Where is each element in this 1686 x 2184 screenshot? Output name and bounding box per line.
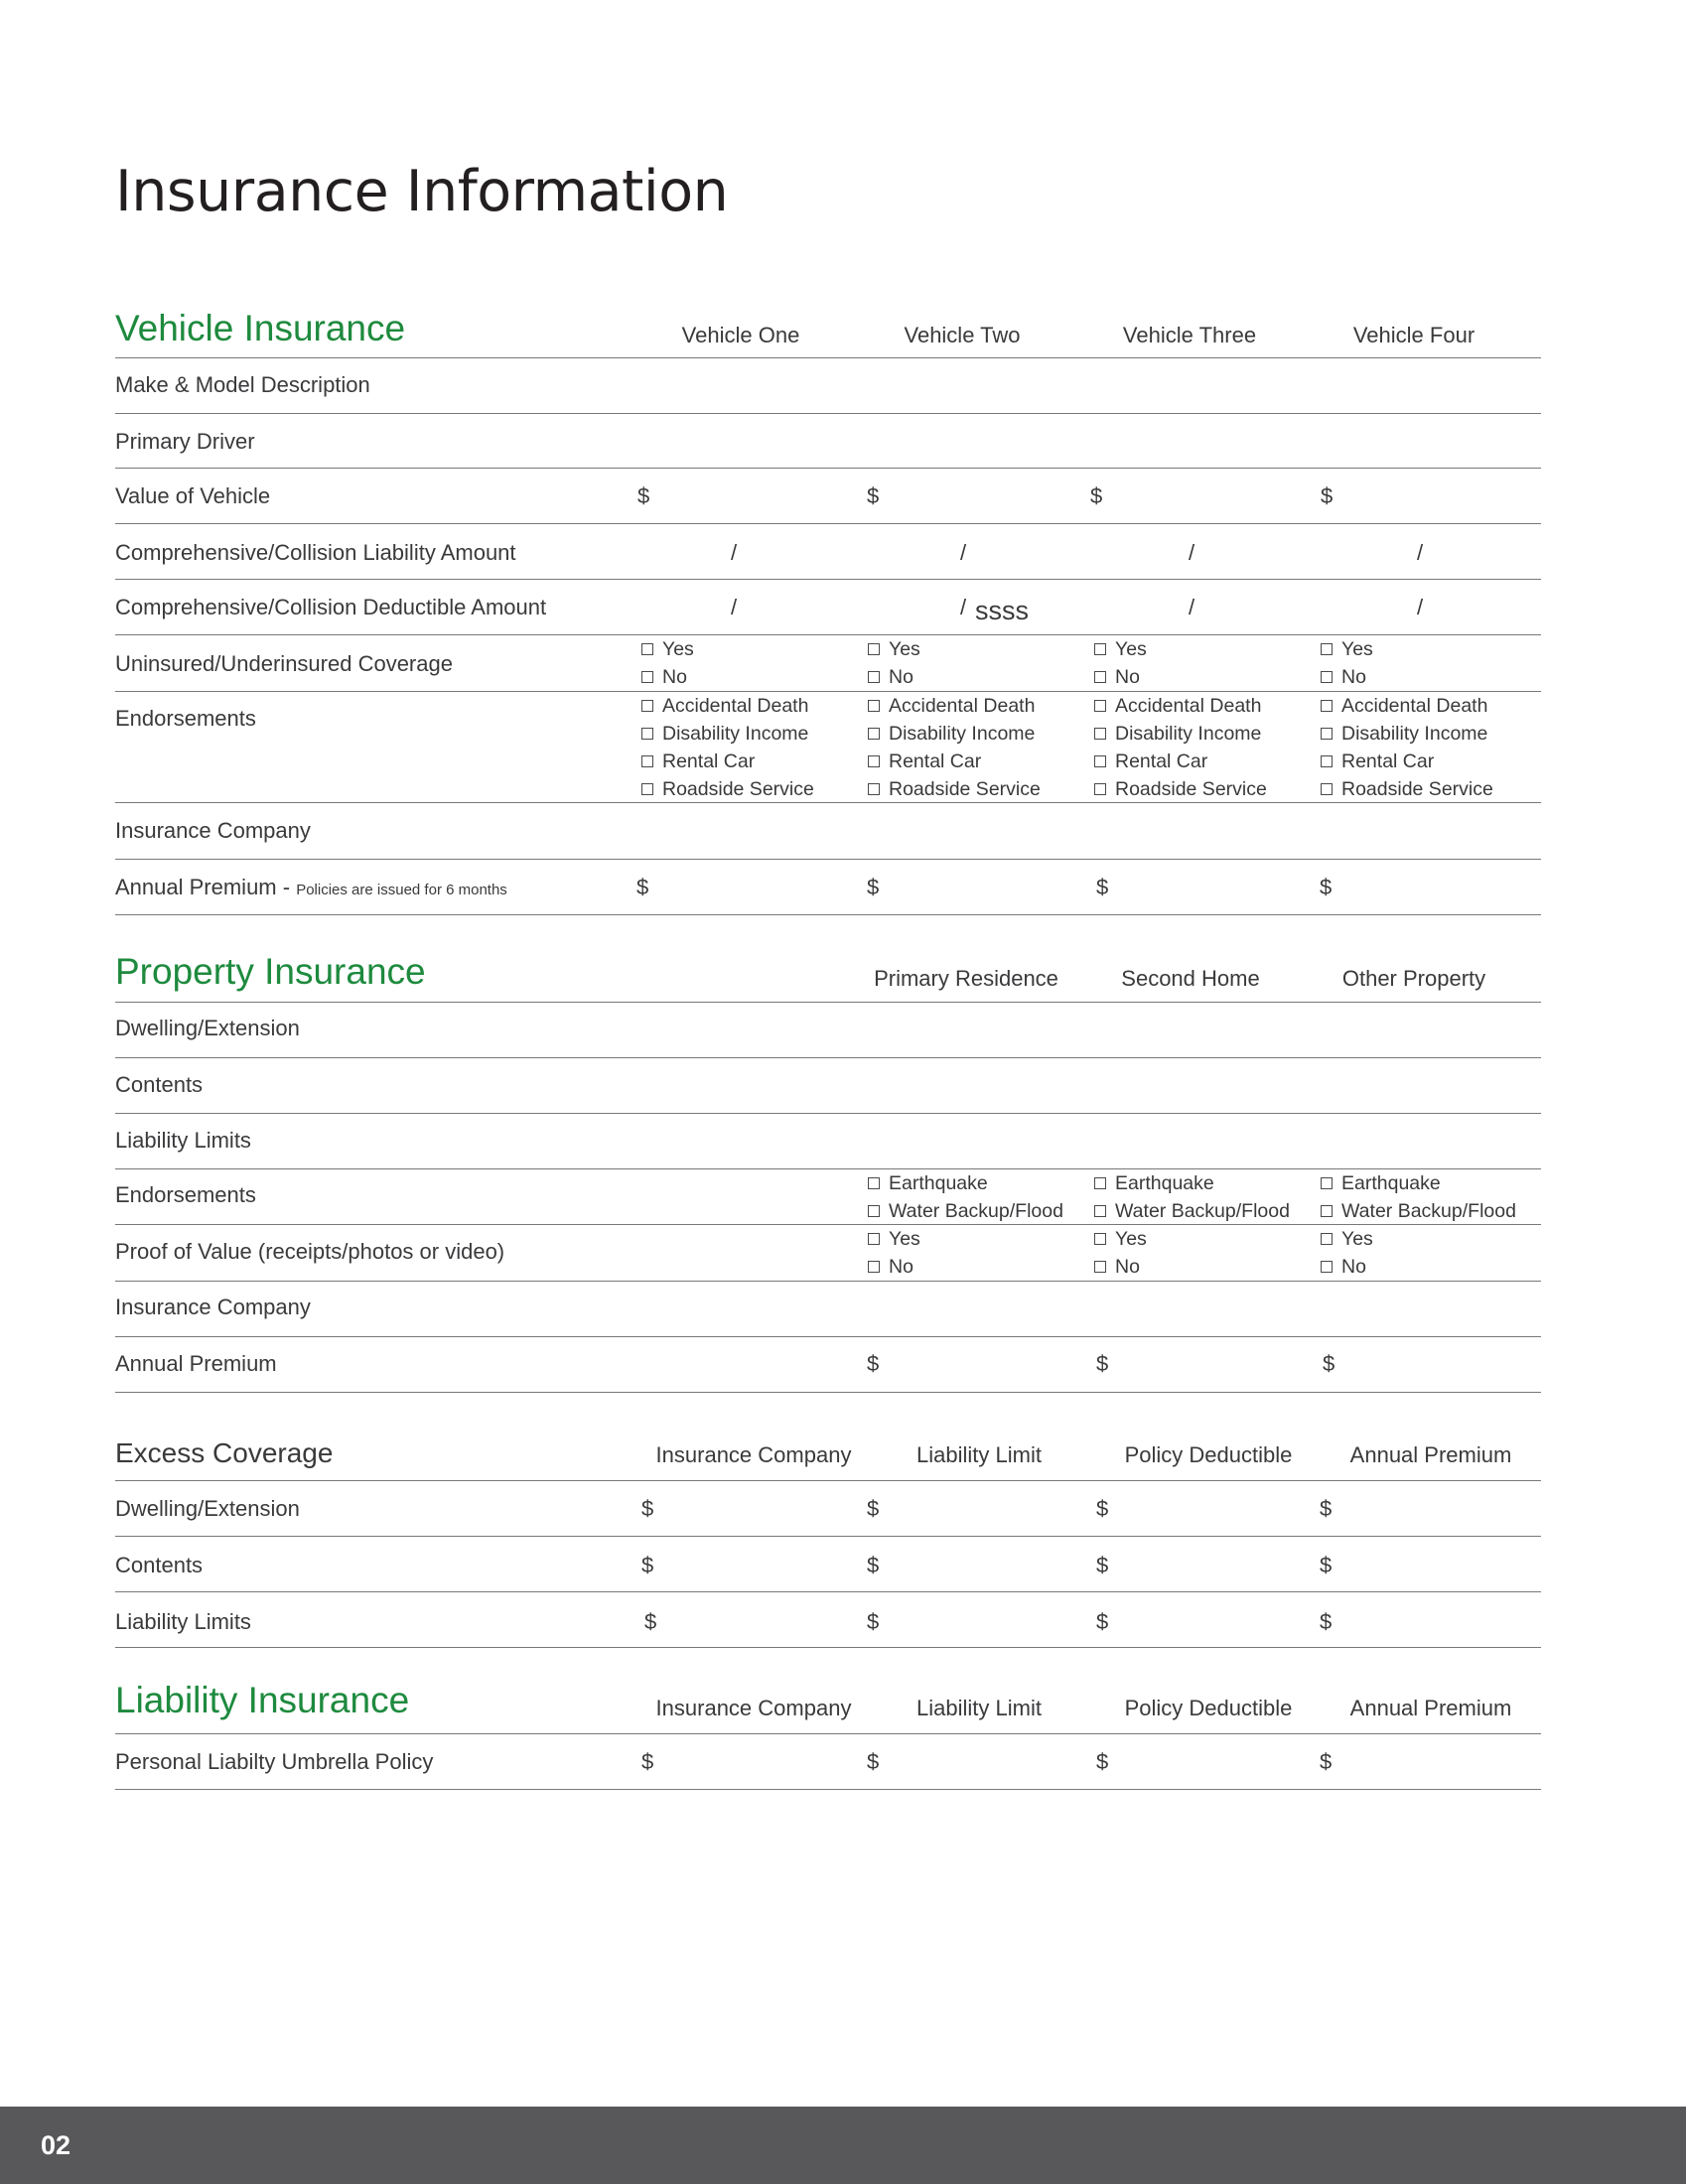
row-make-model[interactable] <box>115 357 1541 414</box>
checkbox-icon <box>1321 728 1333 740</box>
checkbox-icon <box>868 700 880 712</box>
checkbox-icon <box>868 1261 880 1273</box>
checkbox-water-backup-flood[interactable]: Water Backup/Flood <box>1094 1197 1290 1225</box>
vehicle-insurance-section <box>115 308 1541 915</box>
checkbox-disability-income[interactable]: Disability Income <box>868 720 1041 748</box>
col-other-property: Other Property <box>1341 966 1486 991</box>
dollar-sign: $ <box>867 1553 880 1577</box>
row-uninsured-coverage <box>115 635 1541 692</box>
checkbox-icon <box>1321 1177 1333 1189</box>
dollar-sign: $ <box>1323 1351 1335 1376</box>
checkbox-yes[interactable]: Yes <box>1094 635 1147 663</box>
liability-insurance-section <box>115 1680 1541 1790</box>
checkbox-water-backup-flood[interactable]: Water Backup/Flood <box>868 1197 1063 1225</box>
label-proof-of-value: Proof of Value (receipts/photos or video) <box>115 1239 505 1264</box>
checkbox-no[interactable]: No <box>1094 663 1147 691</box>
label-primary-driver: Primary Driver <box>115 429 255 454</box>
checkbox-earthquake[interactable]: Earthquake <box>868 1169 1063 1197</box>
label-property-endorsements: Endorsements <box>115 1182 256 1207</box>
checkbox-disability-income[interactable]: Disability Income <box>641 720 814 748</box>
second-home-proof <box>1094 1225 1147 1281</box>
row-vehicle-company[interactable] <box>115 803 1541 860</box>
slash-separator: / <box>731 595 738 619</box>
checkbox-accidental-death[interactable]: Accidental Death <box>1094 692 1267 720</box>
checkbox-icon <box>868 643 880 655</box>
row-property-liability[interactable] <box>115 1114 1541 1169</box>
page-title: Insurance Information <box>115 159 729 224</box>
dollar-sign: $ <box>867 1351 880 1376</box>
label-uninsured-coverage: Uninsured/Underinsured Coverage <box>115 651 453 676</box>
vehicle-one-endorsements <box>641 692 814 803</box>
checkbox-icon <box>1094 783 1106 795</box>
checkbox-icon <box>1094 643 1106 655</box>
dollar-sign: $ <box>1321 483 1334 508</box>
label-property-premium: Annual Premium <box>115 1351 277 1376</box>
label-umbrella-policy: Personal Liabilty Umbrella Policy <box>115 1749 434 1774</box>
checkbox-yes[interactable]: Yes <box>1321 635 1373 663</box>
liability-section-title: Liability Insurance <box>115 1680 410 1720</box>
checkbox-rental-car[interactable]: Rental Car <box>641 748 814 775</box>
dollar-sign: $ <box>1320 1496 1333 1521</box>
label-vehicle-premium <box>115 875 507 900</box>
checkbox-icon <box>1321 1233 1333 1245</box>
liability-header <box>115 1680 1541 1733</box>
vehicle-three-yes-no <box>1094 635 1147 691</box>
dollar-sign: $ <box>1096 875 1109 899</box>
dollar-sign: $ <box>637 483 650 508</box>
checkbox-icon <box>1094 700 1106 712</box>
label-property-dwelling: Dwelling/Extension <box>115 1016 300 1040</box>
other-property-proof <box>1321 1225 1373 1281</box>
checkbox-yes[interactable]: Yes <box>868 635 920 663</box>
checkbox-icon <box>1321 783 1333 795</box>
vehicle-two-yes-no <box>868 635 920 691</box>
slash-separator: / <box>960 595 967 619</box>
label-excess-liability: Liability Limits <box>115 1609 251 1634</box>
checkbox-icon <box>868 755 880 767</box>
checkbox-no[interactable]: No <box>641 663 694 691</box>
checkbox-icon <box>641 783 653 795</box>
slash-separator: / <box>1189 595 1195 619</box>
dollar-sign: $ <box>867 875 880 899</box>
checkbox-icon <box>1094 755 1106 767</box>
excess-section-title: Excess Coverage <box>115 1437 334 1468</box>
dollar-sign: $ <box>1096 1496 1109 1521</box>
dollar-sign: $ <box>1096 1351 1109 1376</box>
checkbox-icon <box>1321 700 1333 712</box>
col-vehicle-one: Vehicle One <box>681 323 800 347</box>
page-number: 02 <box>41 2130 71 2160</box>
label-property-liability: Liability Limits <box>115 1128 251 1153</box>
primary-residence-proof <box>868 1225 920 1281</box>
vehicle-one-yes-no <box>641 635 694 691</box>
checkbox-icon <box>868 1233 880 1245</box>
vehicle-three-endorsements <box>1094 692 1267 803</box>
dollar-sign: $ <box>1320 875 1333 899</box>
col-annual-premium: Annual Premium <box>1349 1442 1512 1467</box>
checkbox-no[interactable]: No <box>1321 1253 1373 1281</box>
row-excess-dwelling[interactable] <box>115 1480 1541 1537</box>
col-policy-deductible: Policy Deductible <box>1124 1696 1293 1720</box>
dollar-sign: $ <box>1096 1553 1109 1577</box>
premium-label-text: Annual Premium - <box>115 875 291 899</box>
checkbox-icon <box>1094 1205 1106 1217</box>
row-property-premium[interactable] <box>115 1337 1541 1393</box>
handwritten-entry: ssss <box>975 596 1029 625</box>
label-vehicle-value: Value of Vehicle <box>115 483 271 508</box>
slash-separator: / <box>731 540 738 565</box>
checkbox-icon <box>1094 671 1106 683</box>
label-liability-amount: Comprehensive/Collision Liability Amount <box>115 540 516 565</box>
dollar-sign: $ <box>641 1553 654 1577</box>
row-property-dwelling[interactable] <box>115 1002 1541 1058</box>
row-liability-amount[interactable] <box>115 524 1541 580</box>
slash-separator: / <box>960 540 967 565</box>
label-property-company: Insurance Company <box>115 1295 311 1319</box>
checkbox-icon <box>641 643 653 655</box>
label-excess-contents: Contents <box>115 1553 204 1577</box>
slash-separator: / <box>1417 595 1424 619</box>
checkbox-disability-income[interactable]: Disability Income <box>1321 720 1493 748</box>
checkbox-no[interactable]: No <box>868 663 920 691</box>
checkbox-yes[interactable]: Yes <box>1094 1225 1147 1253</box>
checkbox-icon <box>1321 1261 1333 1273</box>
checkbox-roadside-service[interactable]: Roadside Service <box>1321 775 1493 803</box>
checkbox-icon <box>1321 1205 1333 1217</box>
checkbox-yes[interactable]: Yes <box>1321 1225 1373 1253</box>
checkbox-icon <box>1321 755 1333 767</box>
second-home-endorsements <box>1094 1169 1290 1225</box>
checkbox-rental-car[interactable]: Rental Car <box>1321 748 1493 775</box>
vehicle-section-title: Vehicle Insurance <box>115 308 406 348</box>
dollar-sign: $ <box>636 875 649 899</box>
label-excess-dwelling: Dwelling/Extension <box>115 1496 300 1521</box>
dollar-sign: $ <box>867 1496 880 1521</box>
primary-residence-endorsements <box>868 1169 1063 1225</box>
dollar-sign: $ <box>644 1609 657 1634</box>
checkbox-water-backup-flood[interactable]: Water Backup/Flood <box>1321 1197 1516 1225</box>
dollar-sign: $ <box>641 1749 654 1774</box>
checkbox-no[interactable]: No <box>868 1253 920 1281</box>
row-umbrella-policy[interactable] <box>115 1733 1541 1790</box>
excess-header <box>115 1437 1541 1480</box>
row-proof-of-value <box>115 1225 1541 1282</box>
checkbox-earthquake[interactable]: Earthquake <box>1094 1169 1290 1197</box>
dollar-sign: $ <box>1096 1749 1109 1774</box>
row-vehicle-premium[interactable] <box>115 860 1541 915</box>
col-vehicle-four: Vehicle Four <box>1352 323 1475 347</box>
footer-bar <box>0 2107 1686 2184</box>
checkbox-icon <box>868 728 880 740</box>
dollar-sign: $ <box>867 1609 880 1634</box>
label-make-model: Make & Model Description <box>115 372 370 397</box>
property-header <box>115 951 1541 1002</box>
row-vehicle-endorsements <box>115 692 1541 803</box>
other-property-endorsements <box>1321 1169 1516 1225</box>
checkbox-icon <box>641 728 653 740</box>
row-excess-contents[interactable] <box>115 1537 1541 1592</box>
checkbox-yes[interactable]: Yes <box>641 635 694 663</box>
checkbox-rental-car[interactable]: Rental Car <box>868 748 1041 775</box>
checkbox-icon <box>641 755 653 767</box>
checkbox-roadside-service[interactable]: Roadside Service <box>641 775 814 803</box>
label-property-contents: Contents <box>115 1072 204 1097</box>
col-policy-deductible: Policy Deductible <box>1124 1442 1293 1467</box>
vehicle-four-endorsements <box>1321 692 1493 803</box>
dollar-sign: $ <box>1320 1749 1333 1774</box>
checkbox-roadside-service[interactable]: Roadside Service <box>868 775 1041 803</box>
label-deductible-amount: Comprehensive/Collision Deductible Amount <box>115 595 547 619</box>
row-property-endorsements <box>115 1169 1541 1225</box>
row-excess-liability[interactable] <box>115 1592 1541 1648</box>
checkbox-icon <box>868 1177 880 1189</box>
property-section-title: Property Insurance <box>115 951 426 992</box>
dollar-sign: $ <box>1320 1553 1333 1577</box>
checkbox-icon <box>868 671 880 683</box>
row-primary-driver[interactable] <box>115 414 1541 469</box>
checkbox-icon <box>868 1205 880 1217</box>
col-primary-residence: Primary Residence <box>874 966 1058 991</box>
vehicle-two-endorsements <box>868 692 1041 803</box>
premium-note: Policies are issued for 6 months <box>296 882 507 898</box>
checkbox-icon <box>1094 728 1106 740</box>
row-vehicle-value[interactable] <box>115 469 1541 524</box>
slash-separator: / <box>1417 540 1424 565</box>
row-property-company[interactable] <box>115 1282 1541 1337</box>
checkbox-disability-income[interactable]: Disability Income <box>1094 720 1267 748</box>
col-annual-premium: Annual Premium <box>1349 1696 1512 1720</box>
row-property-contents[interactable] <box>115 1058 1541 1114</box>
label-vehicle-endorsements: Endorsements <box>115 706 256 731</box>
dollar-sign: $ <box>1090 483 1103 508</box>
checkbox-icon <box>1094 1261 1106 1273</box>
dollar-sign: $ <box>1320 1609 1333 1634</box>
dollar-sign: $ <box>867 1749 880 1774</box>
property-insurance-section <box>115 951 1541 1393</box>
checkbox-icon <box>1094 1233 1106 1245</box>
checkbox-no[interactable]: No <box>1321 663 1373 691</box>
checkbox-icon <box>641 671 653 683</box>
col-insurance-company: Insurance Company <box>655 1696 852 1720</box>
checkbox-icon <box>1321 643 1333 655</box>
col-liability-limit: Liability Limit <box>916 1696 1042 1720</box>
checkbox-no[interactable]: No <box>1094 1253 1147 1281</box>
dollar-sign: $ <box>641 1496 654 1521</box>
col-second-home: Second Home <box>1121 966 1260 991</box>
vehicle-header <box>115 308 1541 357</box>
checkbox-accidental-death[interactable]: Accidental Death <box>1321 692 1493 720</box>
checkbox-icon <box>1321 671 1333 683</box>
col-insurance-company: Insurance Company <box>655 1442 852 1467</box>
checkbox-icon <box>868 783 880 795</box>
checkbox-accidental-death[interactable]: Accidental Death <box>641 692 814 720</box>
col-vehicle-two: Vehicle Two <box>904 323 1021 347</box>
checkbox-yes[interactable]: Yes <box>868 1225 920 1253</box>
label-vehicle-company: Insurance Company <box>115 818 311 843</box>
checkbox-icon <box>641 700 653 712</box>
checkbox-rental-car[interactable]: Rental Car <box>1094 748 1267 775</box>
dollar-sign: $ <box>1096 1609 1109 1634</box>
checkbox-accidental-death[interactable]: Accidental Death <box>868 692 1041 720</box>
checkbox-earthquake[interactable]: Earthquake <box>1321 1169 1516 1197</box>
vehicle-four-yes-no <box>1321 635 1373 691</box>
checkbox-icon <box>1094 1177 1106 1189</box>
checkbox-roadside-service[interactable]: Roadside Service <box>1094 775 1267 803</box>
row-deductible-amount[interactable] <box>115 580 1541 635</box>
excess-coverage-section <box>115 1437 1541 1648</box>
slash-separator: / <box>1189 540 1195 565</box>
dollar-sign: $ <box>867 483 880 508</box>
col-vehicle-three: Vehicle Three <box>1122 323 1257 347</box>
col-liability-limit: Liability Limit <box>916 1442 1042 1467</box>
